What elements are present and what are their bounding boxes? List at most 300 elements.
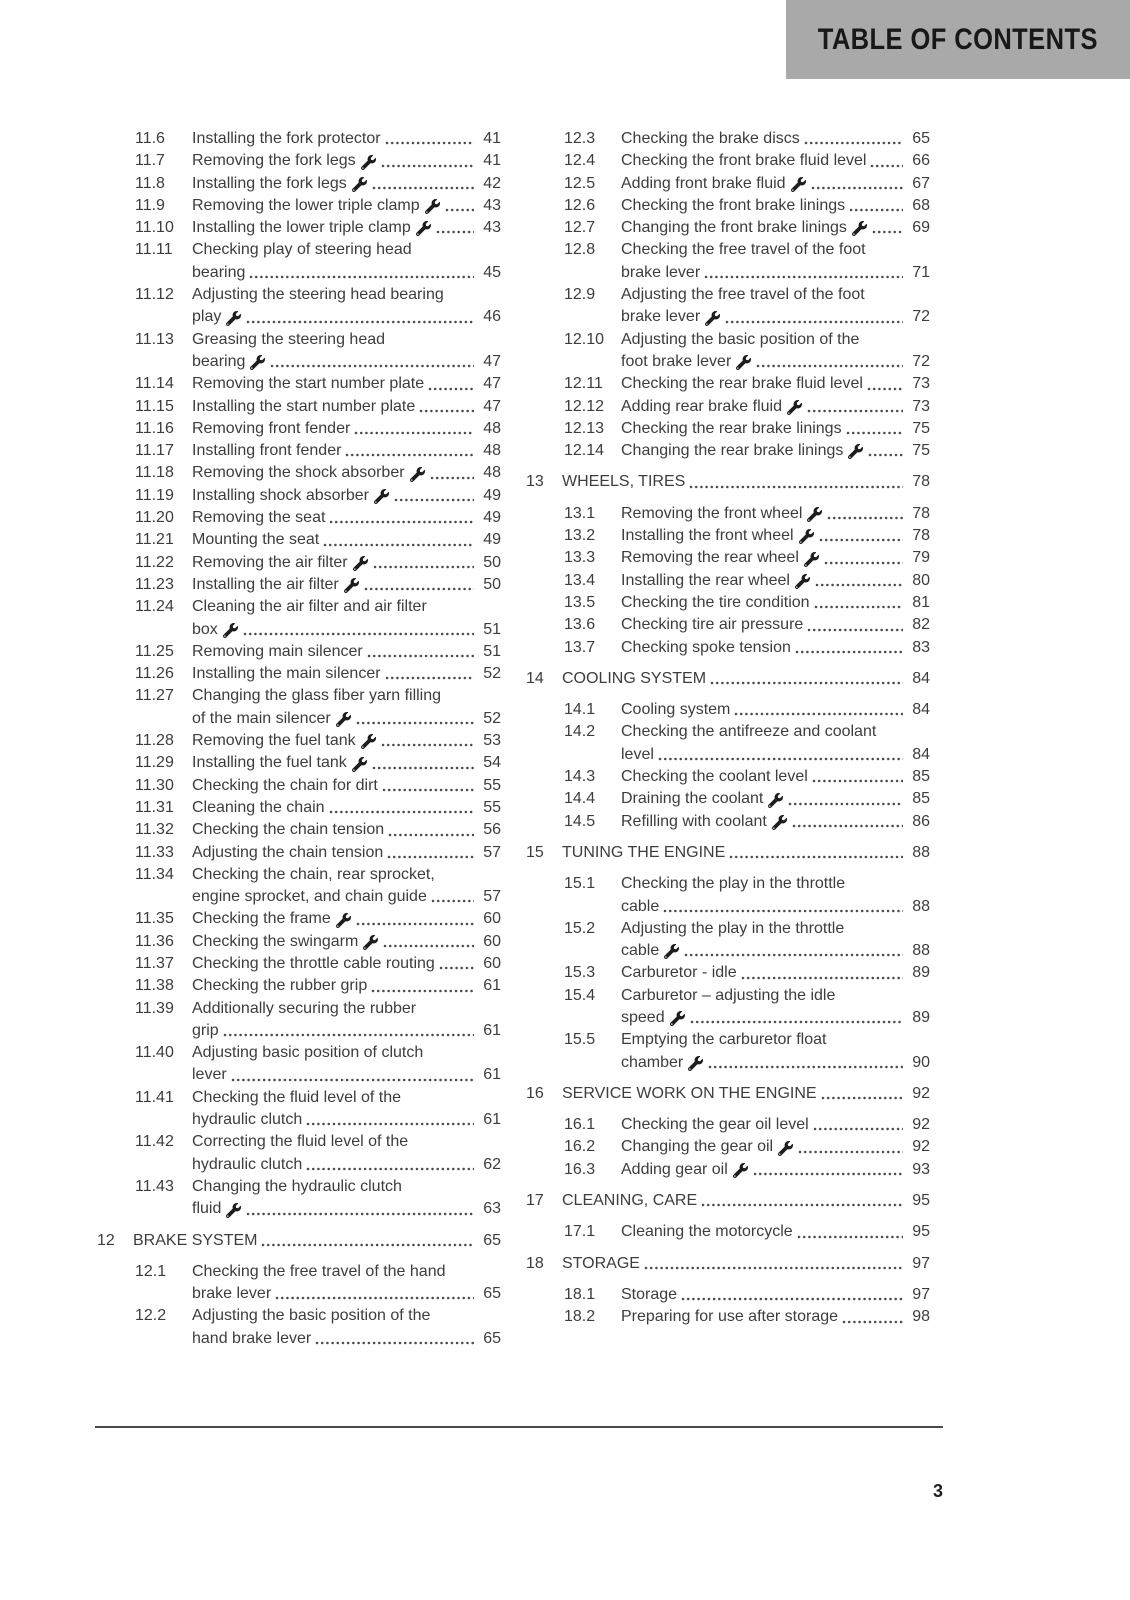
dot-leader	[385, 676, 474, 680]
wrench-icon	[807, 507, 822, 522]
entry-body	[562, 842, 930, 864]
entry-page-number: 55	[483, 798, 501, 816]
entry-label: Preparing for use after storage	[621, 1308, 839, 1326]
wrench-icon	[361, 155, 376, 170]
dot-leader	[436, 230, 474, 234]
entry-last-line	[562, 842, 930, 864]
entry-label: Removing the shock absorber	[192, 464, 405, 482]
dot-leader	[741, 976, 903, 980]
wrench-icon	[664, 944, 679, 959]
dot-leader	[382, 788, 474, 792]
entry-last-line	[621, 525, 930, 547]
entry-label: play	[192, 308, 222, 326]
entry-number: 11.43	[135, 1177, 174, 1195]
entry-label: Checking the front brake fluid level	[621, 152, 867, 170]
entry-page-number: 98	[912, 1308, 930, 1326]
entry-page-number: 46	[483, 308, 501, 326]
dot-leader	[223, 1033, 474, 1037]
entry-page-number: 79	[912, 549, 930, 567]
dot-leader	[798, 1150, 903, 1154]
dot-leader	[249, 275, 474, 279]
toc-entry	[135, 641, 501, 663]
toc-entry	[564, 1159, 930, 1181]
dot-leader	[684, 953, 903, 957]
entry-label-line: Checking play of steering head	[192, 241, 412, 259]
entry-number: 11.29	[135, 754, 174, 772]
entry-label-line: Checking the free travel of the hand	[192, 1262, 446, 1280]
entry-body	[621, 217, 930, 239]
entry-page-number: 78	[912, 504, 930, 522]
entry-label-line: Changing the glass fiber yarn filling	[192, 687, 442, 705]
entry-page-number: 41	[483, 130, 501, 147]
entry-page-number: 81	[912, 593, 930, 611]
entry-number: 12.14	[564, 442, 605, 460]
entry-body	[192, 1131, 501, 1176]
footer-rule	[95, 1426, 943, 1428]
entry-body	[192, 1305, 501, 1350]
entry-label: STORAGE	[562, 1254, 640, 1272]
toc-entry	[564, 396, 930, 418]
entry-last-line	[192, 663, 501, 685]
entry-body	[621, 721, 930, 766]
dot-leader	[710, 681, 903, 685]
entry-page-number: 50	[483, 553, 501, 571]
entry-number: 18.2	[564, 1308, 596, 1326]
entry-body	[621, 962, 930, 984]
toc-entry	[135, 998, 501, 1043]
entry-body	[621, 788, 930, 810]
entry-last-line	[192, 507, 501, 529]
entry-page-number: 78	[912, 473, 930, 491]
entry-last-line	[192, 217, 501, 239]
entry-number: 17	[526, 1192, 544, 1210]
entry-number: 18.1	[564, 1285, 596, 1303]
entry-last-line	[192, 485, 501, 507]
entry-number: 11.28	[135, 732, 174, 750]
entry-body	[192, 998, 501, 1043]
entry-body	[192, 284, 501, 329]
entry-label-line: Changing the hydraulic clutch	[192, 1177, 402, 1195]
dot-leader	[306, 1167, 474, 1171]
entry-last-line	[621, 262, 930, 284]
entry-label-line: Greasing the steering head	[192, 330, 386, 348]
entry-last-line	[192, 306, 501, 328]
wrench-icon	[688, 1056, 703, 1071]
entry-last-line	[621, 396, 930, 418]
entry-page-number: 92	[912, 1084, 930, 1102]
entry-page-number: 92	[912, 1138, 930, 1156]
entry-label: Checking the chain tension	[192, 821, 385, 839]
wrench-icon	[336, 712, 351, 727]
entry-label-line: Adjusting the basic position of the	[192, 1307, 431, 1325]
toc-entry	[564, 811, 930, 833]
entry-label: WHEELS, TIRES	[562, 473, 686, 491]
entry-body	[192, 329, 501, 374]
entry-label: Removing the seat	[192, 509, 326, 527]
entry-last-line	[192, 373, 501, 395]
entry-number: 13.2	[564, 527, 596, 545]
entry-label: Cleaning the chain	[192, 798, 325, 816]
entry-page-number: 72	[912, 308, 930, 326]
dot-leader	[868, 453, 903, 457]
entry-body	[192, 842, 501, 864]
entry-number: 14.2	[564, 723, 596, 741]
entry-label-line: Checking the play in the throttle	[621, 875, 846, 893]
entry-label: level	[621, 745, 654, 763]
dot-leader	[690, 1020, 903, 1024]
entry-label-line: Adjusting the free travel of the foot	[621, 286, 865, 304]
entry-last-line	[562, 471, 930, 493]
entry-body	[621, 440, 930, 462]
entry-body	[621, 128, 930, 150]
dot-leader	[708, 1065, 903, 1069]
toc-entry	[564, 217, 930, 239]
entry-last-line	[192, 752, 501, 774]
entry-last-line	[192, 195, 501, 217]
entry-body	[621, 1284, 930, 1306]
toc-entry	[135, 128, 501, 150]
entry-number: 11.39	[135, 999, 174, 1017]
entry-page-number: 68	[912, 196, 930, 214]
dot-leader	[354, 431, 474, 435]
entry-body	[192, 418, 501, 440]
entry-number: 12.7	[564, 219, 596, 237]
toc-chapter-row	[526, 471, 930, 493]
entry-number: 11.33	[135, 843, 174, 861]
wrench-icon	[778, 1141, 793, 1156]
entry-page-number: 85	[912, 790, 930, 808]
entry-body	[621, 1159, 930, 1181]
entry-page-number: 82	[912, 616, 930, 634]
entry-last-line	[562, 1190, 930, 1212]
entry-page-number: 47	[483, 352, 501, 370]
dot-leader	[243, 632, 474, 636]
dot-leader	[356, 922, 474, 926]
entry-body	[621, 1306, 930, 1328]
wrench-icon	[772, 815, 787, 830]
toc-entry	[564, 1306, 930, 1328]
toc-entry	[135, 552, 501, 574]
entry-label: Installing the lower triple clamp	[192, 219, 411, 237]
entry-body	[621, 985, 930, 1030]
header-banner	[786, 0, 1130, 79]
toc-entry	[564, 525, 930, 547]
entry-page-number: 55	[483, 776, 501, 794]
wrench-icon	[670, 1011, 685, 1026]
entry-label-line: Adjusting basic position of clutch	[192, 1044, 424, 1062]
entry-label: brake lever	[621, 263, 701, 281]
entry-last-line	[621, 217, 930, 239]
entry-body	[562, 471, 930, 493]
entry-page-number: 88	[912, 897, 930, 915]
entry-number: 12.8	[564, 241, 596, 259]
entry-last-line	[621, 418, 930, 440]
entry-label: Removing front fender	[192, 419, 351, 437]
entry-label-line: Correcting the fluid level of the	[192, 1133, 409, 1151]
toc-entry	[135, 819, 501, 841]
entry-page-number: 61	[483, 1021, 501, 1039]
entry-body	[192, 931, 501, 953]
entry-body	[621, 570, 930, 592]
entry-page-number: 85	[912, 768, 930, 786]
toc-entry	[135, 396, 501, 418]
toc-entry	[135, 797, 501, 819]
entry-number: 14.5	[564, 812, 596, 830]
entry-body	[192, 1042, 501, 1087]
dot-leader	[821, 1096, 903, 1100]
entry-last-line	[621, 547, 930, 569]
entry-body	[192, 730, 501, 752]
entry-label-line: Adjusting the play in the throttle	[621, 919, 845, 937]
entry-body	[621, 699, 930, 721]
entry-number: 11.9	[135, 196, 165, 214]
entry-number: 12.11	[564, 375, 603, 393]
entry-label: Installing the air filter	[192, 575, 339, 593]
entry-body	[621, 614, 930, 636]
toc-entry	[135, 329, 501, 374]
entry-page-number: 88	[912, 942, 930, 960]
dot-leader	[867, 387, 903, 391]
wrench-icon	[416, 221, 431, 236]
entry-page-number: 88	[912, 843, 930, 861]
entry-number: 13.4	[564, 571, 596, 589]
entry-last-line	[621, 306, 930, 328]
entry-page-number: 47	[483, 397, 501, 415]
entry-page-number: 48	[483, 442, 501, 460]
entry-label: Checking the chain for dirt	[192, 776, 378, 794]
toc-entry	[564, 128, 930, 150]
entry-body	[621, 1114, 930, 1136]
dot-leader	[819, 538, 903, 542]
entry-label: Changing the rear brake linings	[621, 442, 844, 460]
entry-body	[621, 150, 930, 172]
toc-entry	[135, 373, 501, 395]
entry-number: 11.15	[135, 397, 174, 415]
entry-page-number: 43	[483, 196, 501, 214]
entry-last-line	[621, 1007, 930, 1029]
entry-last-line	[621, 150, 930, 172]
toc-entry	[564, 1114, 930, 1136]
entry-body	[621, 1221, 930, 1243]
toc-chapter-row	[526, 1190, 930, 1212]
toc-entry	[135, 864, 501, 909]
entry-number: 13.6	[564, 616, 596, 634]
entry-page-number: 60	[483, 910, 501, 928]
toc-entry	[564, 1221, 930, 1243]
entry-page-number: 72	[912, 352, 930, 370]
entry-last-line	[192, 730, 501, 752]
entry-number: 11.41	[135, 1088, 174, 1106]
toc-entry	[564, 373, 930, 395]
entry-body	[621, 811, 930, 833]
entry-label: Checking the tire condition	[621, 593, 810, 611]
entry-number: 11.17	[135, 442, 174, 460]
entry-label-line: Cleaning the air filter and air filter	[192, 598, 427, 616]
entry-body	[192, 797, 501, 819]
entry-last-line	[621, 570, 930, 592]
entry-page-number: 73	[912, 397, 930, 415]
dot-leader	[428, 387, 474, 391]
entry-page-number: 89	[912, 964, 930, 982]
wrench-icon	[374, 489, 389, 504]
dot-leader	[261, 1243, 474, 1247]
wrench-icon	[787, 400, 802, 415]
toc-entry	[135, 574, 501, 596]
entry-last-line	[621, 503, 930, 525]
wrench-icon	[226, 1203, 241, 1218]
entry-body	[192, 685, 501, 730]
wrench-icon	[250, 355, 265, 370]
entry-label: Draining the coolant	[621, 790, 764, 808]
wrench-icon	[361, 734, 376, 749]
dot-leader	[329, 520, 474, 524]
entry-number: 12.2	[135, 1307, 167, 1325]
entry-page-number: 84	[912, 701, 930, 719]
entry-last-line	[192, 708, 501, 730]
toc-entry	[135, 462, 501, 484]
toc-entry	[135, 150, 501, 172]
entry-last-line	[192, 418, 501, 440]
entry-label-line: Adjusting the steering head bearing	[192, 286, 444, 304]
toc-entry	[135, 1261, 501, 1306]
entry-body	[192, 462, 501, 484]
entry-page-number: 84	[912, 669, 930, 687]
dot-leader	[725, 320, 903, 324]
entry-label: chamber	[621, 1053, 684, 1071]
entry-body	[621, 918, 930, 963]
entry-body	[192, 1261, 501, 1306]
toc-entry	[564, 150, 930, 172]
entry-last-line	[192, 842, 501, 864]
entry-label: SERVICE WORK ON THE ENGINE	[562, 1084, 817, 1102]
entry-label-line: Checking the free travel of the foot	[621, 241, 866, 259]
entry-page-number: 65	[483, 1285, 501, 1303]
entry-last-line	[621, 744, 930, 766]
entry-page-number: 60	[483, 954, 501, 972]
entry-label: Adding gear oil	[621, 1160, 728, 1178]
toc-entry	[564, 614, 930, 636]
entry-label: Removing main silencer	[192, 642, 363, 660]
wrench-icon	[223, 623, 238, 638]
entry-last-line	[192, 262, 501, 284]
toc-entry	[564, 570, 930, 592]
entry-last-line	[192, 775, 501, 797]
entry-label: Checking the frame	[192, 910, 331, 928]
entry-label: Cleaning the motorcycle	[621, 1223, 793, 1241]
wrench-icon	[799, 529, 814, 544]
dot-leader	[246, 1212, 474, 1216]
dot-leader	[804, 141, 903, 145]
entry-number: 13.1	[564, 504, 596, 522]
entry-body	[192, 485, 501, 507]
dot-leader	[306, 1122, 474, 1126]
dot-leader	[373, 565, 474, 569]
entry-number: 18	[526, 1254, 544, 1272]
entry-number: 11.36	[135, 932, 174, 950]
entry-last-line	[621, 766, 930, 788]
entry-last-line	[192, 953, 501, 975]
dot-leader	[356, 721, 474, 725]
entry-last-line	[621, 1221, 930, 1243]
entry-page-number: 48	[483, 464, 501, 482]
wrench-icon	[336, 913, 351, 928]
entry-body	[621, 503, 930, 525]
toc-entry	[135, 1176, 501, 1221]
entry-number: 14.4	[564, 790, 596, 808]
toc-entry	[564, 547, 930, 569]
entry-number: 12.5	[564, 174, 596, 192]
toc-entry	[135, 596, 501, 641]
entry-label: Installing the front wheel	[621, 527, 794, 545]
wrench-icon	[736, 355, 751, 370]
entry-label: Checking the rubber grip	[192, 977, 368, 995]
entry-label: Installing the fork protector	[192, 130, 381, 147]
entry-body	[621, 418, 930, 440]
dot-leader	[381, 743, 474, 747]
wrench-icon	[363, 935, 378, 950]
entry-body	[192, 150, 501, 172]
entry-label: Refilling with coolant	[621, 812, 767, 830]
entry-body	[562, 1253, 930, 1275]
entry-label: Installing shock absorber	[192, 486, 369, 504]
entry-number: 11.40	[135, 1044, 174, 1062]
entry-body	[192, 173, 501, 195]
dot-leader	[644, 1266, 903, 1270]
toc-entry	[135, 953, 501, 975]
entry-body	[621, 592, 930, 614]
entry-last-line	[621, 351, 930, 373]
dot-leader	[315, 1341, 474, 1345]
wrench-icon	[353, 556, 368, 571]
entry-last-line	[621, 1136, 930, 1158]
entry-number: 16.3	[564, 1160, 596, 1178]
entry-label: cable	[621, 897, 660, 915]
entry-page-number: 63	[483, 1200, 501, 1218]
entry-number: 15.3	[564, 964, 596, 982]
entry-page-number: 75	[912, 419, 930, 437]
entry-page-number: 54	[483, 754, 501, 772]
entry-last-line	[192, 619, 501, 641]
entry-number: 11.42	[135, 1133, 174, 1151]
entry-last-line	[621, 699, 930, 721]
entry-last-line	[192, 819, 501, 841]
dot-leader	[870, 164, 903, 168]
dot-leader	[367, 654, 474, 658]
dot-leader	[323, 543, 474, 547]
toc-entry	[135, 730, 501, 752]
entry-label: Installing front fender	[192, 442, 342, 460]
dot-leader	[807, 628, 903, 632]
dot-leader	[383, 944, 474, 948]
dot-leader	[364, 587, 474, 591]
entry-number: 12.4	[564, 152, 596, 170]
entry-page-number: 61	[483, 977, 501, 995]
entry-body	[192, 239, 501, 284]
toc-entry	[564, 788, 930, 810]
dot-leader	[663, 909, 903, 913]
entry-number: 11.32	[135, 821, 174, 839]
toc-entry	[135, 529, 501, 551]
toc-entry	[564, 985, 930, 1030]
entry-label: grip	[192, 1021, 219, 1039]
dot-leader	[246, 320, 474, 324]
wrench-icon	[768, 793, 783, 808]
entry-number: 11.13	[135, 330, 174, 348]
toc-entry	[135, 1042, 501, 1087]
dot-leader	[371, 989, 474, 993]
entry-page-number: 65	[483, 1231, 501, 1249]
dot-leader	[753, 1172, 903, 1176]
